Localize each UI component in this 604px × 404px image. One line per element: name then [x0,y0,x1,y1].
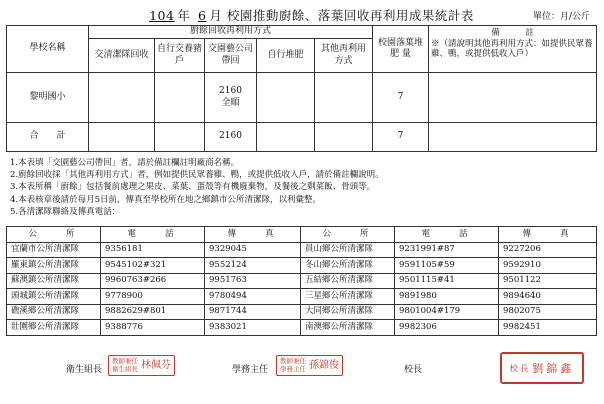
phone-cell: 9891980 [395,289,499,305]
table-row [7,320,597,336]
fax-cell: 9383021 [205,320,301,336]
fax-cell: 9982451 [499,320,597,336]
leaves-compost-header: 校園落葉堆 肥 量 [373,26,429,73]
hygiene-stamp-title-1: 教師兼任 [112,357,138,365]
note-item: 1.本表填「交園藝公司帶回」者，請於備註欄註明廠商名稱。 [10,158,240,168]
academic-stamp-title-1: 教師兼任 [280,357,306,365]
principal-seal-name: 劉錦鑫 [532,362,575,375]
notes-header-text: ※（請說明其他再利用方式：如提供民眾養雞、鴨，或提供低收入戶） [431,38,593,60]
notes-header-title: 備 註 [491,28,534,38]
phone-cell: 9778900 [101,289,205,305]
fax-cell: 9329045 [205,242,301,258]
col-pig-farmer: 自行交養豬戶 [155,39,205,73]
table-row [7,242,597,258]
academic-stamp-title-2: 學務主任 [280,364,306,373]
fax-cell: 9780494 [205,289,301,305]
total-leaves: 7 [373,123,429,152]
contacts-table [6,226,597,336]
total-compost [257,123,315,152]
title-month: 6 [197,8,207,23]
phone-cell: 9591105#59 [395,258,499,274]
office-cell: 冬山鄉公所清潔隊 [301,258,395,274]
form-title [120,6,500,24]
academic-stamp-name: 孫錦俊 [309,360,339,371]
fax-cell: 9552124 [205,258,301,274]
title-month-suffix: 月 [209,8,223,23]
self-compost-cell [257,73,315,123]
notes-header [429,26,597,73]
contacts-header-phone: 電 話 [101,227,205,243]
total-label: 合 計 [7,123,89,152]
phone-cell: 9801004#179 [395,304,499,320]
title-year-suffix: 年 [177,8,191,23]
other-method-cell [315,73,373,123]
academic-director-stamp [276,355,343,376]
hygiene-stamp-title-2: 衛生組長 [112,364,138,373]
recycling-method-header: 廚餘回收再利用方式 [89,26,373,39]
office-cell: 礁溪鄉公所清潔隊 [7,304,101,320]
fax-cell: 9894640 [499,289,597,305]
principal-seal [500,352,584,384]
company-name: 全順 [221,97,240,108]
note-item: 4.本表核章後請於每月5日前，傳真至學校所在地之鄉鎮市公所清潔隊，以利彙整。 [10,194,322,205]
principal-seal-prefix: 校 長 [509,363,529,373]
col-gardening-company: 交園藝公司帶回 [205,39,257,73]
table-row [7,304,597,320]
table-row [7,273,597,289]
fax-cell: 9871744 [205,304,301,320]
contacts-header-office: 公 所 [7,227,101,243]
office-cell: 羅東鎮公所清潔隊 [7,258,101,274]
office-cell: 五結鄉公所清潔隊 [301,273,395,289]
contacts-header-fax: 傳 真 [499,227,597,243]
office-cell: 員山鄉公所清潔隊 [301,242,395,258]
academic-stamp-titles [280,358,306,373]
contacts-header-fax: 傳 真 [205,227,301,243]
office-cell: 三星鄉公所清潔隊 [301,289,395,305]
office-cell: 宜蘭市公所清潔隊 [7,242,101,258]
academic-director-label: 學務主任 [232,365,269,375]
note-item: 3.本表所稱「廚餘」包括餐前處理之果皮、菜葉、蛋殼等有機廢棄物，及餐後之剩菜飯、骨頭等。 [10,182,376,193]
phone-cell: 9388776 [101,320,205,336]
office-cell: 壯圍鄉公所清潔隊 [7,320,101,336]
principal-label: 校長 [404,365,423,375]
fax-cell: 9501122 [499,273,597,289]
fax-cell: 9951763 [205,273,301,289]
company-amount: 2160 [219,86,242,97]
school-name-cell: 黎明國小 [7,73,89,123]
col-self-compost: 自行堆肥 [257,39,315,73]
hygiene-stamp-name: 林佩芬 [141,360,171,371]
phone-cell: 9231991#87 [395,242,499,258]
title-year: 104 [149,8,175,23]
contacts-header-phone: 電 話 [395,227,499,243]
phone-cell: 9882629#801 [101,304,205,320]
hygiene-leader-stamp [108,355,175,376]
table-row [7,258,597,274]
recycling-table [6,25,597,152]
office-cell: 頭城鎮公所清潔隊 [7,289,101,305]
school-name-header: 學校名稱 [7,26,89,73]
fax-cell: 9227206 [499,242,597,258]
cleaning-team-cell [89,73,155,123]
unit-label: 單位：月/公斤 [532,12,590,22]
phone-cell: 9545102#321 [101,258,205,274]
hygiene-stamp-titles [112,358,138,373]
office-cell: 大同鄉公所清潔隊 [301,304,395,320]
leaves-amount-cell: 7 [373,73,429,123]
fax-cell: 9592910 [499,258,597,274]
total-company: 2160 [205,123,257,152]
total-other [315,123,373,152]
total-cleaning [89,123,155,152]
contacts-header-row [7,227,597,243]
contacts-header-office: 公 所 [301,227,395,243]
note-item: 5.各清潔隊聯絡及傳真電話： [10,206,121,217]
notes-list [10,157,596,218]
phone-cell: 9960763#266 [101,273,205,289]
col-other-method: 其他再利用方式 [315,39,373,73]
col-cleaning-team: 交清潔隊回收 [89,39,155,73]
table-row [7,289,597,305]
total-notes [429,123,597,152]
office-cell: 蘇澳鎮公所清潔隊 [7,273,101,289]
note-item: 2.廚餘回收採「其他再利用方式」者，例如提供民眾養雞、鴨，或提供低收入戶，請於備註欄說明。 [10,170,384,181]
notes-cell [429,73,597,123]
phone-cell: 9356181 [101,242,205,258]
fax-cell: 9802075 [499,304,597,320]
gardening-company-cell [205,73,257,123]
hygiene-leader-label: 衛生組長 [66,365,103,375]
phone-cell: 9982306 [395,320,499,336]
title-text: 校園推動廚餘、落葉回收再利用成果統計表 [226,8,474,23]
office-cell: 南澳鄉公所清潔隊 [301,320,395,336]
phone-cell: 9501115#41 [395,273,499,289]
total-farmer [155,123,205,152]
pig-farmer-cell [155,73,205,123]
